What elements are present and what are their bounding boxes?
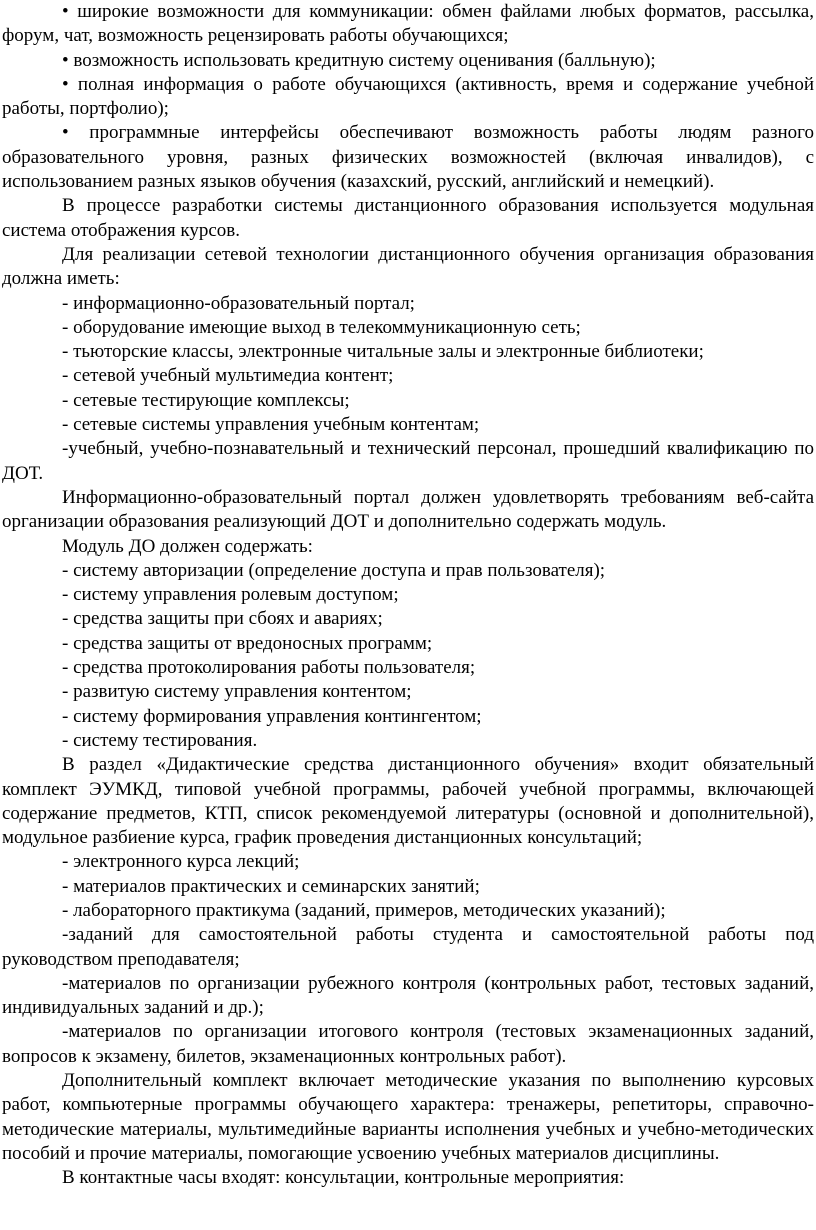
- paragraph: Дополнительный комплект включает методические указания по выполнению курсовых работ, компьютерные программы обучающего характера: тренажеры, репетиторы, справочно-методические материалы, мультимедийные варианты исполнения учебных и учебно-методических пособий и прочие материалы, помогающие усвоению учебных материалов дисциплины.: [2, 1070, 814, 1164]
- paragraph: - оборудование имеющие выход в телекоммуникационную сеть;: [62, 316, 581, 338]
- paragraph: В раздел «Дидактические средства дистанционного обучения» входит обязательный комплект ЭУМКД, типовой учебной программы, рабочей учебной программы, включающей содержание предметов, КТП, список рекомендуемой литературы (основной и дополнительной), модульное разбиение курса, график проведения дистанционных консультаций;: [2, 754, 814, 849]
- paragraph: - систему управления ролевым доступом;: [62, 584, 399, 606]
- paragraph: Информационно-образовательный портал должен удовлетворять требованиям веб-сайта организации образования реализующий ДОТ и дополнительно содержать модуль.: [2, 486, 814, 533]
- paragraph: - лабораторного практикума (заданий, примеров, методических указаний);: [62, 899, 666, 921]
- paragraph: - материалов практических и семинарских занятий;: [62, 875, 480, 897]
- paragraph: • программные интерфейсы обеспечивают возможность работы людям разного образовательного уровня, разных физических возможностей (включая инвалидов), с использованием разных языков обучения (казахский, русский, английский и немецкий).: [2, 122, 814, 193]
- paragraph: • широкие возможности для коммуникации: обмен файлами любых форматов, рассылка, форум, чат, возможность рецензировать работы обучающихся;: [2, 1, 814, 47]
- paragraph: - систему формирования управления контингентом;: [62, 705, 482, 727]
- paragraph: - систему тестирования.: [62, 729, 258, 751]
- paragraph: - систему авторизации (определение доступа и прав пользователя);: [62, 559, 606, 581]
- paragraph: • полная информация о работе обучающихся (активность, время и содержание учебной работы, портфолио);: [2, 73, 814, 120]
- paragraph: Для реализации сетевой технологии дистанционного обучения организация образования должна иметь:: [2, 243, 814, 290]
- paragraph: - сетевой учебный мультимедиа контент;: [62, 365, 394, 387]
- paragraph: В процессе разработки системы дистанционного образования используется модульная система отображения курсов.: [2, 195, 814, 241]
- paragraph: • возможность использовать кредитную систему оценивания (балльную);: [62, 49, 656, 71]
- paragraph: - средства протоколирования работы пользователя;: [62, 657, 476, 679]
- paragraph: -материалов по организации итогового контроля (тестовых экзаменационных заданий, вопросов к экзамену, билетов, экзаменационных контрольных работ).: [2, 1021, 814, 1067]
- paragraph: Модуль ДО должен содержать:: [62, 535, 313, 557]
- paragraph: - информационно-образовательный портал;: [62, 292, 415, 314]
- paragraph: - средства защиты при сбоях и авариях;: [62, 608, 383, 630]
- document-page: [2, 0, 814, 1191]
- paragraph: -учебный, учебно-познавательный и технический персонал, прошедший квалификацию по ДОТ.: [2, 438, 814, 484]
- paragraph: -заданий для самостоятельной работы студента и самостоятельной работы под руководством преподавателя;: [2, 924, 814, 970]
- paragraph: - развитую систему управления контентом;: [62, 681, 412, 703]
- paragraph: - электронного курса лекций;: [62, 851, 300, 873]
- paragraph: - тьюторские классы, электронные читальные залы и электронные библиотеки;: [62, 341, 704, 363]
- paragraph: - сетевые тестирующие комплексы;: [62, 389, 350, 411]
- paragraph: - сетевые системы управления учебным контентам;: [62, 414, 480, 436]
- paragraph: -материалов по организации рубежного контроля (контрольных работ, тестовых заданий, индивидуальных заданий и др.);: [2, 972, 814, 1019]
- paragraph: В контактные часы входят: консультации, контрольные мероприятия:: [62, 1167, 625, 1189]
- paragraph: - средства защиты от вредоносных программ;: [62, 632, 433, 654]
